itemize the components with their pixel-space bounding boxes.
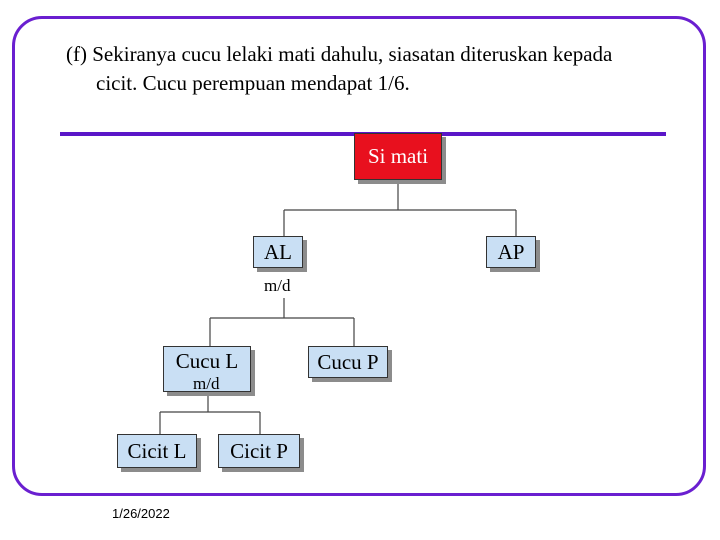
node-si-mati: Si mati <box>354 133 442 180</box>
heading-line-1: (f) Sekiranya cucu lelaki mati dahulu, siasatan diteruskan kepada <box>66 42 613 66</box>
node-cicit-l: Cicit L <box>117 434 197 468</box>
node-al-note: m/d <box>264 276 291 295</box>
node-cucu-l-note: m/d <box>193 374 220 393</box>
node-ap: AP <box>486 236 536 268</box>
node-cicit-p: Cicit P <box>218 434 300 468</box>
node-cucu-p: Cucu P <box>308 346 388 378</box>
slide-date: 1/26/2022 <box>112 506 170 521</box>
node-cucu-l-label: Cucu L <box>175 349 239 373</box>
heading-line-2: cicit. Cucu perempuan mendapat 1/6. <box>96 71 410 95</box>
node-al: AL <box>253 236 303 268</box>
